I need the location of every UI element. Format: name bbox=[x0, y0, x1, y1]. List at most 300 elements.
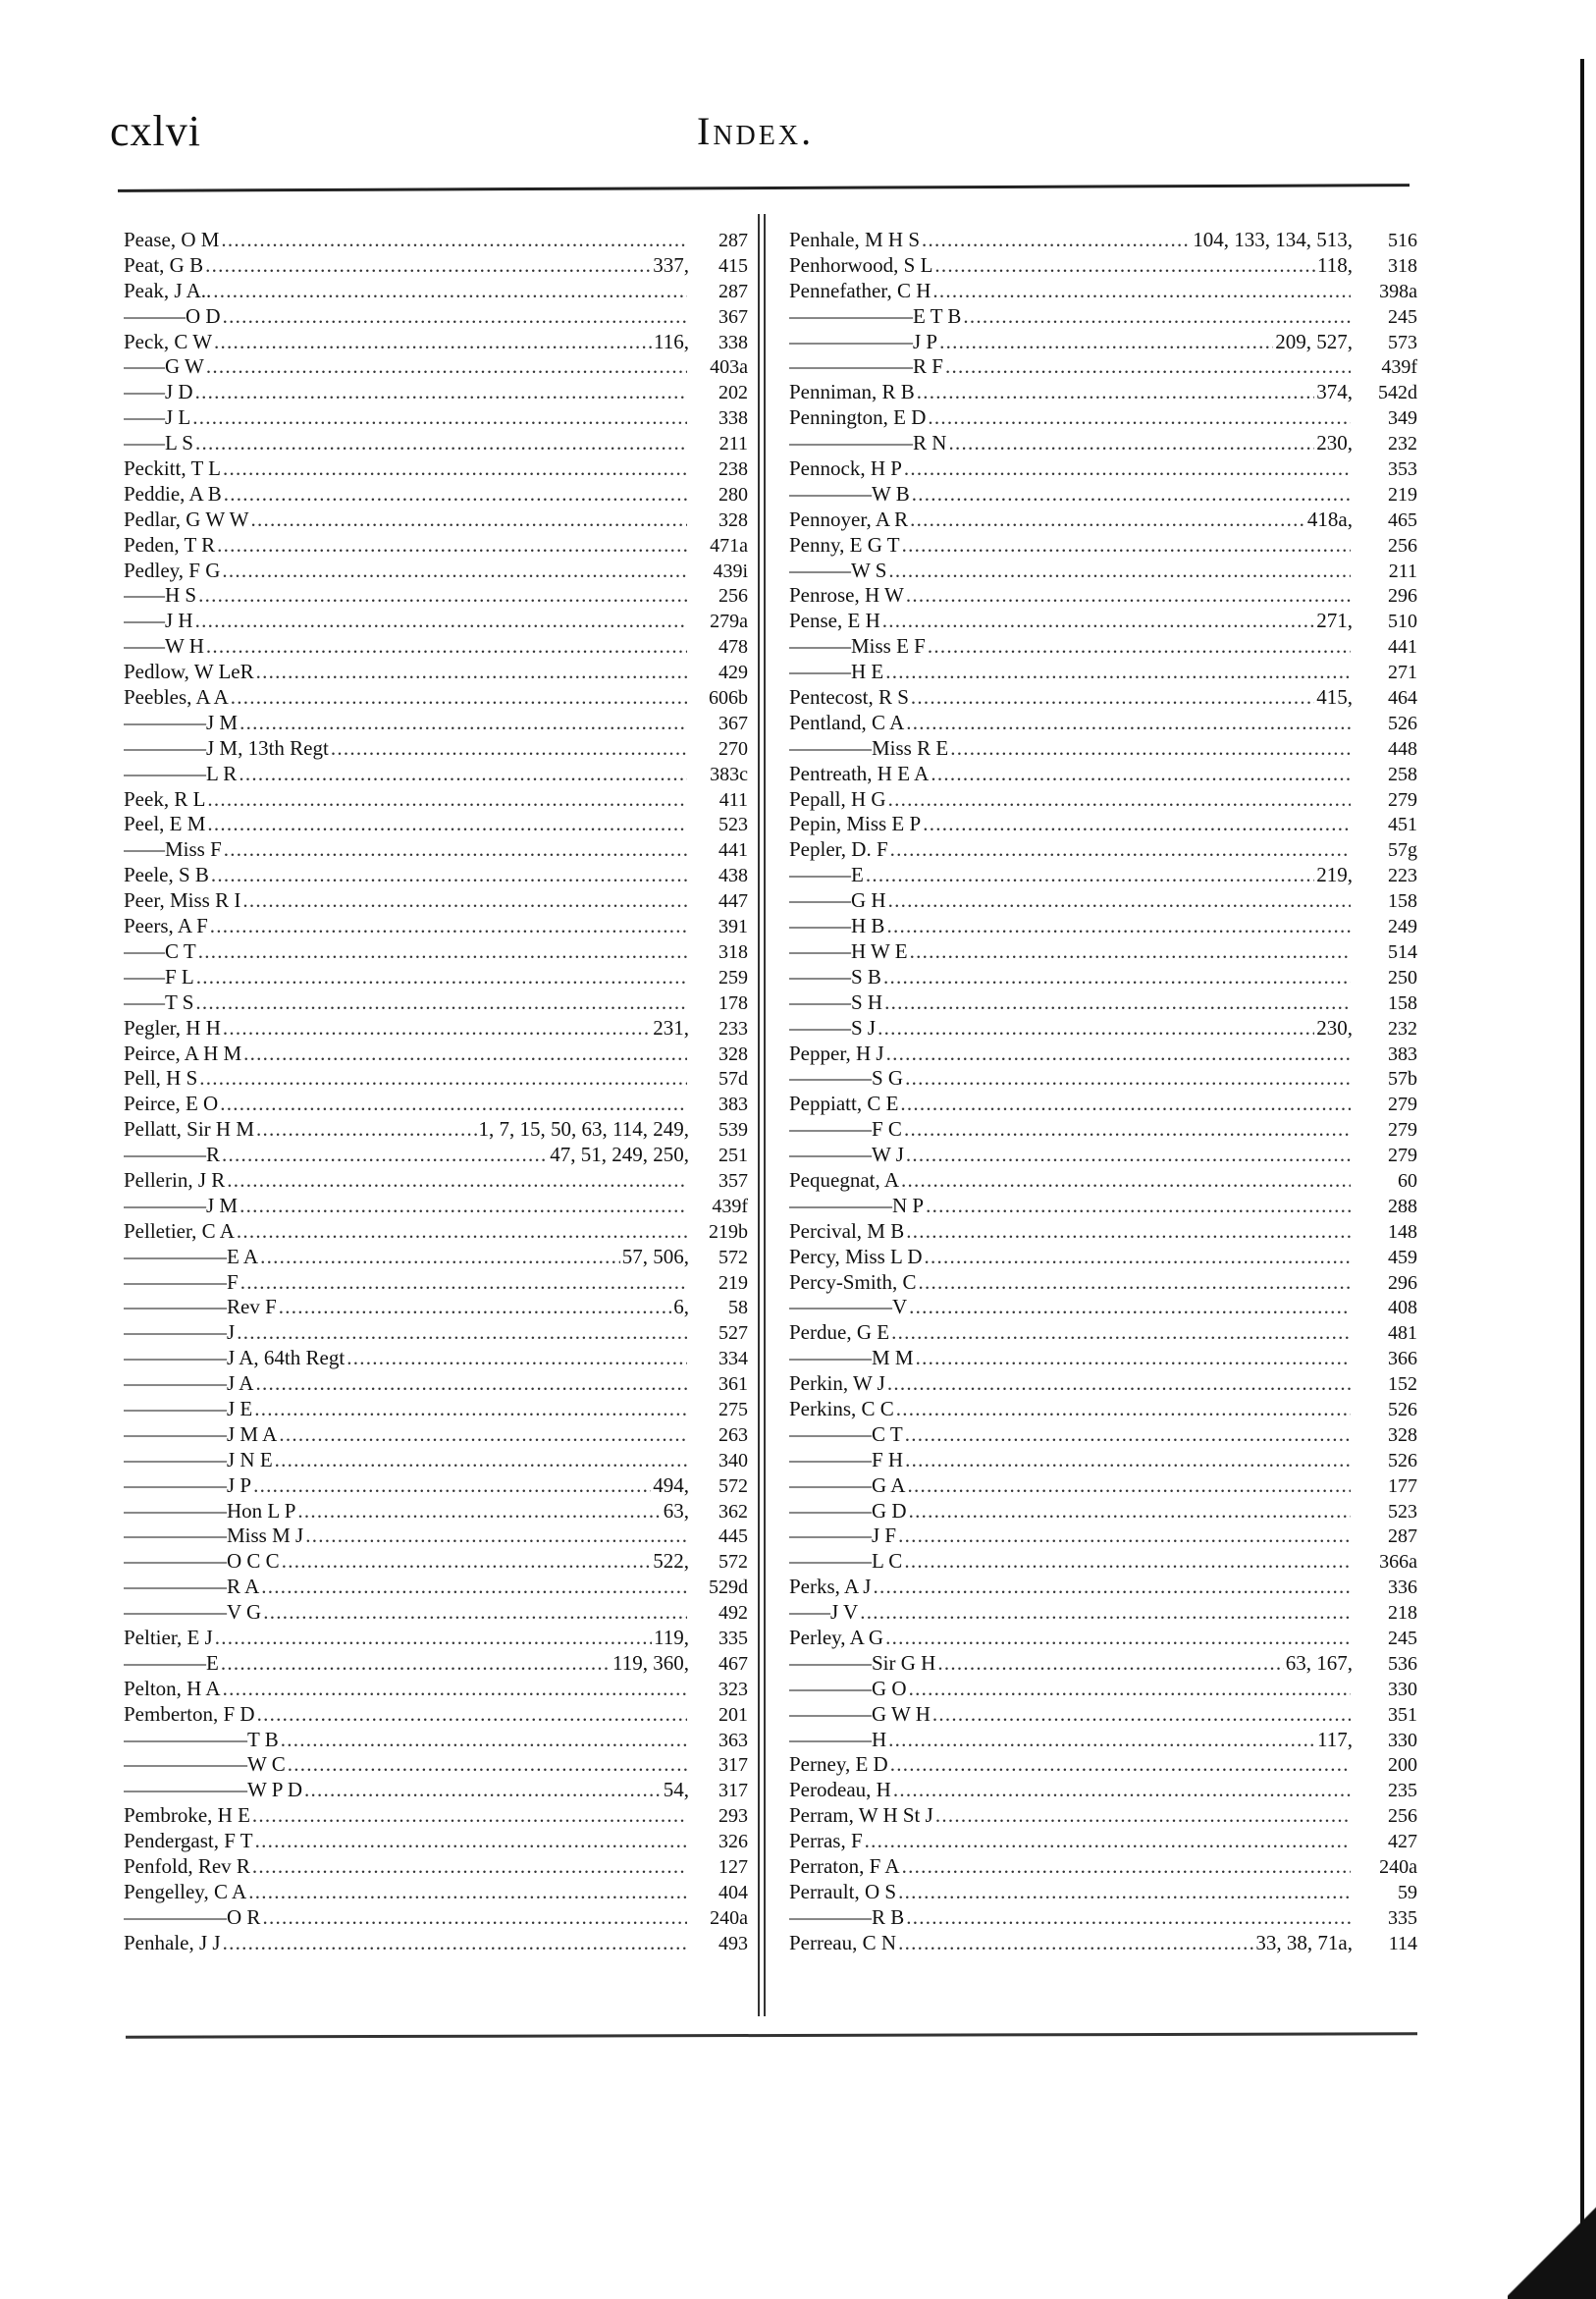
leader-dots bbox=[252, 1803, 687, 1828]
index-entry bbox=[789, 354, 1417, 380]
leader-dots bbox=[275, 1448, 687, 1472]
entry-name: ————M M bbox=[789, 1346, 914, 1370]
entry-name: —————V bbox=[789, 1295, 908, 1319]
entry-name: —————Hon L P bbox=[124, 1498, 296, 1523]
entry-refs: 415, bbox=[1316, 685, 1353, 710]
index-entry bbox=[789, 1448, 1417, 1473]
entry-name: Peel, E M bbox=[124, 812, 206, 836]
index-entry bbox=[789, 1752, 1417, 1778]
leader-dots bbox=[906, 1905, 1351, 1930]
index-entry bbox=[789, 1854, 1417, 1880]
index-entry bbox=[124, 1803, 748, 1829]
entry-refs: 63, bbox=[663, 1498, 689, 1523]
entry-page: 251 bbox=[718, 1145, 748, 1167]
leader-dots bbox=[221, 1651, 611, 1676]
entry-page: 514 bbox=[1388, 940, 1417, 963]
entry-name: —————Rev F bbox=[124, 1295, 277, 1319]
index-entry bbox=[789, 965, 1417, 990]
leader-dots bbox=[926, 1194, 1351, 1218]
entry-name: Pengelley, C A bbox=[124, 1879, 247, 1903]
entry-page: 328 bbox=[718, 508, 748, 531]
index-entry bbox=[124, 431, 748, 456]
leader-dots bbox=[223, 1016, 651, 1041]
leader-dots bbox=[888, 1728, 1315, 1752]
index-entry bbox=[124, 965, 748, 990]
leader-dots bbox=[890, 1752, 1351, 1777]
entry-page: 427 bbox=[1388, 1831, 1417, 1853]
index-entry bbox=[789, 1702, 1417, 1728]
index-entry bbox=[124, 1092, 748, 1117]
index-entry bbox=[789, 1829, 1417, 1854]
entry-page: 200 bbox=[1388, 1754, 1417, 1777]
entry-refs: 118, bbox=[1317, 252, 1353, 277]
entry-page: 202 bbox=[718, 382, 748, 404]
leader-dots bbox=[901, 1168, 1351, 1193]
leader-dots bbox=[252, 1854, 687, 1879]
entry-name: Perley, A G bbox=[789, 1625, 884, 1649]
index-entry bbox=[789, 736, 1417, 762]
entry-name: ——————R N bbox=[789, 431, 947, 455]
entry-name: Pentecost, R S bbox=[789, 685, 909, 710]
entry-page: 451 bbox=[1388, 814, 1417, 836]
index-entry bbox=[124, 1600, 748, 1626]
index-entry bbox=[789, 431, 1417, 456]
entry-page: 336 bbox=[1388, 1577, 1417, 1599]
index-entry bbox=[124, 533, 748, 559]
index-entry bbox=[124, 583, 748, 609]
leader-dots bbox=[906, 1143, 1351, 1167]
entry-refs: 116, bbox=[654, 329, 689, 353]
entry-name: ———Miss E F bbox=[789, 634, 926, 659]
entry-name: Pedlar, G W W bbox=[124, 507, 249, 531]
entry-page: 328 bbox=[718, 1043, 748, 1065]
leader-dots bbox=[240, 1270, 687, 1295]
leader-dots bbox=[939, 330, 1273, 354]
index-entry bbox=[789, 1295, 1417, 1320]
entry-page: 293 bbox=[718, 1805, 748, 1828]
entry-name: Pennefather, C H bbox=[789, 278, 931, 302]
leader-dots bbox=[909, 1295, 1351, 1319]
leader-dots bbox=[304, 1778, 662, 1802]
index-entry bbox=[789, 1042, 1417, 1067]
index-entry bbox=[789, 990, 1417, 1016]
leader-dots bbox=[888, 787, 1351, 812]
index-entry bbox=[124, 380, 748, 405]
entry-page: 296 bbox=[1388, 1271, 1417, 1294]
index-entry bbox=[124, 456, 748, 482]
leader-dots bbox=[231, 685, 687, 710]
index-entry bbox=[789, 685, 1417, 711]
leader-dots bbox=[195, 990, 687, 1015]
entry-name: ————G O bbox=[789, 1676, 907, 1700]
entry-name: ——————J P bbox=[789, 329, 938, 353]
entry-refs: 57, 506, bbox=[621, 1244, 689, 1268]
entry-name: —————J bbox=[124, 1320, 236, 1345]
index-entry bbox=[124, 1752, 748, 1778]
index-entry bbox=[789, 660, 1417, 685]
index-entry bbox=[124, 1194, 748, 1219]
entry-name: Peer, Miss R I bbox=[124, 888, 241, 913]
entry-page: 471a bbox=[710, 534, 748, 557]
entry-refs: 117, bbox=[1317, 1727, 1353, 1751]
entry-page: 523 bbox=[1388, 1500, 1417, 1523]
leader-dots bbox=[925, 1245, 1351, 1269]
entry-name: Pemberton, F D bbox=[124, 1701, 255, 1726]
leader-dots bbox=[882, 609, 1315, 633]
entry-page: 367 bbox=[718, 305, 748, 328]
entry-refs: 209, 527, bbox=[1275, 329, 1353, 353]
entry-name: —————Miss M J bbox=[124, 1524, 304, 1548]
leader-dots bbox=[210, 914, 687, 938]
entry-page: 245 bbox=[1388, 1627, 1417, 1649]
entry-page: 493 bbox=[718, 1932, 748, 1954]
index-entry bbox=[124, 1397, 748, 1422]
entry-name: Perkin, W J bbox=[789, 1371, 885, 1396]
entry-page: 158 bbox=[1388, 991, 1417, 1014]
entry-page: 404 bbox=[718, 1881, 748, 1903]
entry-page: 326 bbox=[718, 1831, 748, 1853]
entry-page: 148 bbox=[1388, 1220, 1417, 1243]
entry-refs: 63, 167, bbox=[1285, 1650, 1353, 1675]
entry-name: ——F L bbox=[124, 964, 194, 989]
leader-dots bbox=[932, 279, 1351, 303]
leader-dots bbox=[898, 1880, 1351, 1904]
entry-name: Pelletier, C A bbox=[124, 1218, 235, 1243]
entry-refs: 104, 133, 134, 513, bbox=[1193, 228, 1353, 251]
entry-name: ——J V bbox=[789, 1600, 859, 1625]
entry-name: ————L R bbox=[124, 761, 238, 785]
entry-name: Perram, W H St J bbox=[789, 1803, 933, 1828]
entry-page: 218 bbox=[1388, 1602, 1417, 1625]
entry-page: 572 bbox=[718, 1474, 748, 1497]
entry-page: 366a bbox=[1379, 1551, 1417, 1574]
index-entry bbox=[789, 812, 1417, 837]
index-entry bbox=[124, 304, 748, 330]
entry-name: ————W B bbox=[789, 481, 910, 506]
entry-name: ——W H bbox=[124, 634, 204, 659]
entry-page: 467 bbox=[718, 1652, 748, 1675]
leader-dots bbox=[902, 533, 1351, 558]
entry-name: ———E bbox=[789, 863, 864, 887]
index-entry bbox=[124, 1651, 748, 1677]
entry-page: 330 bbox=[1388, 1678, 1417, 1700]
entry-name: Pedley, F G bbox=[124, 558, 221, 582]
entry-name: Pepper, H J bbox=[789, 1041, 884, 1065]
index-entry bbox=[124, 1245, 748, 1270]
entry-page: 270 bbox=[718, 737, 748, 760]
entry-name: Pepin, Miss E P bbox=[789, 812, 922, 836]
index-entry bbox=[124, 508, 748, 533]
entry-page: 529d bbox=[709, 1577, 748, 1599]
leader-dots bbox=[931, 762, 1351, 786]
entry-name: Pendergast, F T bbox=[124, 1829, 253, 1853]
entry-name: ————S G bbox=[789, 1066, 904, 1091]
index-entry bbox=[789, 1066, 1417, 1092]
leader-dots bbox=[932, 1702, 1351, 1727]
entry-refs: 374, bbox=[1316, 380, 1353, 404]
entry-page: 429 bbox=[718, 662, 748, 684]
entry-name: ————G A bbox=[789, 1472, 906, 1497]
index-column-right bbox=[789, 228, 1417, 1956]
leader-dots bbox=[883, 965, 1351, 989]
index-entry bbox=[124, 559, 748, 584]
entry-page: 250 bbox=[1388, 966, 1417, 989]
index-entry bbox=[124, 1778, 748, 1803]
leader-dots bbox=[263, 1600, 687, 1625]
entry-name: ——T S bbox=[124, 989, 194, 1014]
entry-page: 201 bbox=[718, 1703, 748, 1726]
index-entry bbox=[789, 456, 1417, 482]
entry-name: ———W S bbox=[789, 558, 887, 582]
leader-dots bbox=[237, 1320, 687, 1345]
entry-name: Pedlow, W LeR bbox=[124, 660, 254, 684]
entry-name: Pentland, C A bbox=[789, 710, 905, 734]
index-entry bbox=[789, 533, 1417, 559]
entry-page: 178 bbox=[718, 991, 748, 1014]
entry-name: Peak, J A.. bbox=[124, 278, 212, 302]
index-entry bbox=[789, 1600, 1417, 1626]
entry-page: 361 bbox=[718, 1373, 748, 1396]
leader-dots bbox=[934, 253, 1315, 278]
index-entry bbox=[124, 762, 748, 787]
entry-page: 367 bbox=[718, 712, 748, 734]
entry-page: 127 bbox=[718, 1856, 748, 1878]
entry-page: 415 bbox=[718, 254, 748, 277]
index-entry bbox=[124, 990, 748, 1016]
entry-page: 338 bbox=[718, 331, 748, 353]
entry-page: 383 bbox=[718, 1094, 748, 1116]
index-entry bbox=[789, 1803, 1417, 1829]
leader-dots bbox=[948, 431, 1314, 455]
index-entry bbox=[124, 1575, 748, 1600]
index-entry bbox=[789, 609, 1417, 634]
leader-dots bbox=[214, 330, 652, 354]
entry-page: 177 bbox=[1388, 1474, 1417, 1497]
entry-page: 526 bbox=[1388, 1449, 1417, 1471]
leader-dots bbox=[195, 609, 687, 633]
bottom-rule bbox=[126, 2032, 1417, 2038]
index-entry bbox=[789, 1270, 1417, 1296]
entry-name: ————J F bbox=[789, 1524, 897, 1548]
entry-refs: 33, 38, 71a, bbox=[1255, 1930, 1353, 1954]
entry-name: ——————R F bbox=[789, 354, 943, 379]
entry-name: Peat, G B bbox=[124, 252, 204, 277]
entry-name: ————C T bbox=[789, 1421, 903, 1446]
entry-refs: 231, bbox=[653, 1015, 689, 1040]
entry-page: 328 bbox=[1388, 1423, 1417, 1446]
entry-page: 357 bbox=[718, 1169, 748, 1192]
entry-page: 296 bbox=[1388, 585, 1417, 608]
entry-page: 259 bbox=[718, 966, 748, 989]
leader-dots bbox=[255, 1829, 687, 1853]
leader-dots bbox=[248, 1880, 687, 1904]
leader-dots bbox=[222, 1143, 548, 1167]
entry-page: 219 bbox=[1388, 483, 1417, 506]
leader-dots bbox=[207, 787, 687, 812]
index-entry bbox=[124, 888, 748, 914]
entry-name: ——————W C bbox=[124, 1752, 286, 1777]
entry-name: ———S H bbox=[789, 989, 883, 1014]
leader-dots bbox=[195, 431, 687, 455]
entry-name: Pennock, H P bbox=[789, 456, 902, 481]
entry-name: —————J N E bbox=[124, 1447, 273, 1471]
entry-page: 58 bbox=[728, 1297, 748, 1319]
leader-dots bbox=[224, 837, 687, 862]
entry-name: Peck, C W bbox=[124, 329, 213, 353]
leader-dots bbox=[887, 1371, 1351, 1396]
entry-page: 526 bbox=[1388, 1398, 1417, 1420]
leader-dots bbox=[206, 354, 687, 379]
entry-page: 279 bbox=[1388, 788, 1417, 811]
leader-dots bbox=[198, 583, 687, 608]
entry-page: 439i bbox=[713, 560, 748, 582]
entry-name: Pellatt, Sir H M bbox=[124, 1117, 255, 1142]
index-entry bbox=[789, 837, 1417, 863]
leader-dots bbox=[199, 1066, 687, 1091]
index-entry bbox=[124, 405, 748, 431]
index-entry bbox=[124, 711, 748, 736]
index-entry bbox=[789, 1626, 1417, 1651]
leader-dots bbox=[250, 508, 687, 532]
leader-dots bbox=[195, 380, 687, 404]
index-entry bbox=[124, 1677, 748, 1702]
index-entry bbox=[124, 1346, 748, 1371]
entry-page: 158 bbox=[1388, 890, 1417, 913]
leader-dots bbox=[922, 228, 1191, 252]
index-entry bbox=[789, 380, 1417, 405]
leader-dots bbox=[919, 1270, 1352, 1295]
entry-page: 362 bbox=[718, 1500, 748, 1523]
index-entry bbox=[124, 1854, 748, 1880]
entry-page: 288 bbox=[1388, 1195, 1417, 1217]
entry-page: 441 bbox=[1388, 636, 1417, 659]
leader-dots bbox=[279, 1422, 687, 1447]
leader-dots bbox=[865, 1829, 1351, 1853]
entry-page: 245 bbox=[1388, 305, 1417, 328]
leader-dots bbox=[909, 1677, 1351, 1701]
index-entry bbox=[789, 304, 1417, 330]
entry-name: ————J M, 13th Regt bbox=[124, 735, 329, 760]
entry-page: 438 bbox=[718, 865, 748, 887]
leader-dots bbox=[873, 1575, 1351, 1599]
entry-name: Penrose, H W bbox=[789, 583, 904, 608]
entry-name: —————O C C bbox=[124, 1549, 280, 1574]
leader-dots bbox=[205, 253, 651, 278]
leader-dots bbox=[239, 1194, 687, 1218]
leader-dots bbox=[911, 685, 1314, 710]
leader-dots bbox=[237, 1219, 687, 1244]
entry-name: Perodeau, H bbox=[789, 1778, 891, 1802]
entry-name: ————J M bbox=[124, 710, 239, 734]
index-entry bbox=[789, 863, 1417, 888]
index-entry bbox=[124, 1702, 748, 1728]
leader-dots bbox=[281, 1728, 687, 1752]
index-entry bbox=[789, 228, 1417, 253]
entry-name: —————E A bbox=[124, 1244, 259, 1268]
leader-dots bbox=[905, 1066, 1351, 1091]
index-entry bbox=[124, 330, 748, 355]
leader-dots bbox=[905, 1448, 1351, 1472]
entry-page: 441 bbox=[718, 839, 748, 862]
index-entry bbox=[124, 1524, 748, 1549]
index-entry bbox=[789, 1371, 1417, 1397]
entry-page: 465 bbox=[1388, 508, 1417, 531]
entry-page: 232 bbox=[1388, 1017, 1417, 1040]
entry-page: 411 bbox=[718, 788, 748, 811]
index-entry bbox=[124, 939, 748, 965]
entry-page: 459 bbox=[1388, 1246, 1417, 1268]
entry-page: 447 bbox=[718, 890, 748, 913]
index-entry bbox=[124, 609, 748, 634]
index-entry bbox=[789, 583, 1417, 609]
entry-name: Perreau, C N bbox=[789, 1930, 897, 1954]
leader-dots bbox=[945, 354, 1351, 379]
entry-name: ————G W H bbox=[789, 1701, 931, 1726]
entry-name: ————R B bbox=[789, 1904, 905, 1929]
entry-page: 383 bbox=[1388, 1043, 1417, 1065]
leader-dots bbox=[282, 1549, 652, 1574]
column-divider bbox=[758, 214, 760, 2016]
entry-page: 233 bbox=[718, 1017, 748, 1040]
entry-page: 57d bbox=[718, 1068, 748, 1091]
entry-name: ————H bbox=[789, 1727, 887, 1751]
index-entry bbox=[789, 1651, 1417, 1677]
entry-page: 383c bbox=[710, 763, 748, 785]
entry-page: 510 bbox=[1388, 611, 1417, 633]
entry-page: 391 bbox=[718, 916, 748, 938]
index-entry bbox=[789, 1219, 1417, 1245]
index-entry bbox=[789, 330, 1417, 355]
entry-name: Penhorwood, S L bbox=[789, 252, 933, 277]
entry-page: 249 bbox=[1388, 916, 1417, 938]
entry-page: 366 bbox=[1388, 1348, 1417, 1370]
leader-dots bbox=[262, 1905, 687, 1930]
entry-refs: 119, bbox=[654, 1625, 689, 1649]
entry-refs: 54, bbox=[663, 1778, 689, 1802]
leader-dots bbox=[884, 990, 1351, 1015]
entry-name: Peebles, A A bbox=[124, 685, 229, 710]
leader-dots bbox=[288, 1752, 687, 1777]
entry-page: 235 bbox=[1388, 1780, 1417, 1802]
leader-dots bbox=[885, 660, 1351, 684]
index-entry bbox=[789, 1397, 1417, 1422]
entry-page: 60 bbox=[1398, 1169, 1417, 1192]
index-entry bbox=[789, 1931, 1417, 1956]
entry-name: Perkins, C C bbox=[789, 1396, 894, 1420]
entry-page: 256 bbox=[1388, 1805, 1417, 1828]
entry-page: 279 bbox=[1388, 1145, 1417, 1167]
leader-dots bbox=[222, 559, 687, 583]
index-entry bbox=[789, 634, 1417, 660]
entry-name: ————F C bbox=[789, 1117, 902, 1142]
entry-name: Pentreath, H E A bbox=[789, 761, 930, 785]
leader-dots bbox=[243, 1042, 687, 1066]
index-entry bbox=[789, 1194, 1417, 1219]
entry-page: 448 bbox=[1388, 737, 1417, 760]
entry-page: 340 bbox=[718, 1449, 748, 1471]
entry-refs: 1, 7, 15, 50, 63, 114, 249, bbox=[478, 1117, 689, 1142]
entry-page: 445 bbox=[718, 1525, 748, 1548]
entry-name: Penhale, J J bbox=[124, 1930, 221, 1954]
entry-name: —————O R bbox=[124, 1904, 261, 1929]
leader-dots bbox=[239, 711, 687, 735]
leader-dots bbox=[937, 1651, 1283, 1676]
top-rule bbox=[118, 184, 1410, 192]
leader-dots bbox=[878, 1016, 1314, 1041]
index-entry bbox=[789, 1346, 1417, 1371]
leader-dots bbox=[297, 1499, 661, 1524]
leader-dots bbox=[963, 304, 1351, 329]
